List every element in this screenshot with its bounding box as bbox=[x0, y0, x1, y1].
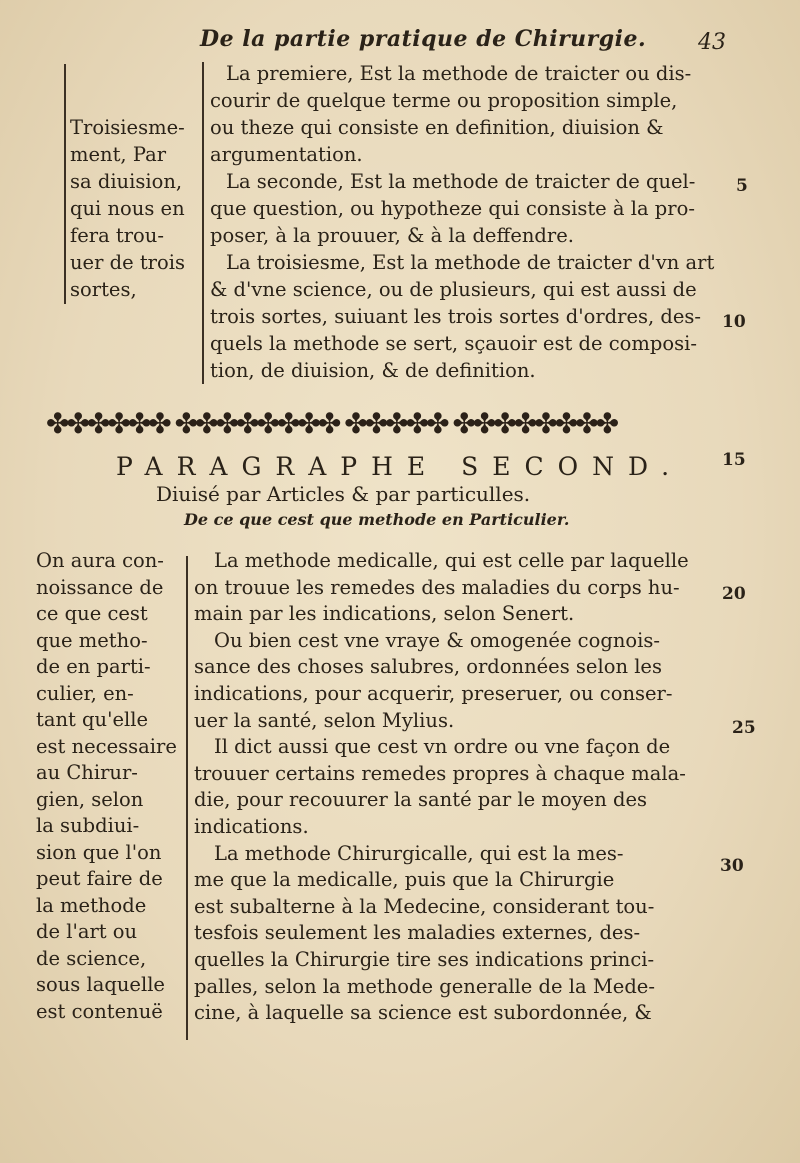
text-line: La methode medicalle, qui est celle par laquelle bbox=[214, 549, 689, 572]
text-line: trois sortes, suiuant les trois sortes d'ordres, des- bbox=[210, 305, 702, 328]
text-line: & d'vne science, ou de plusieurs, qui est aussi de bbox=[210, 278, 697, 301]
side-note-line: sous laquelle bbox=[36, 973, 165, 996]
side-note-line: sion que l'on bbox=[36, 840, 162, 864]
side-note-line: qui nous en bbox=[70, 197, 185, 220]
side-note-line: la subdiui- bbox=[36, 814, 140, 837]
line-number: 30 bbox=[720, 856, 744, 876]
text-line: die, pour recouurer la santé par le moyen des bbox=[194, 788, 647, 812]
side-note-line: de en parti- bbox=[36, 655, 151, 678]
line-number: 5 bbox=[736, 176, 748, 196]
text-line: argumentation. bbox=[210, 143, 363, 166]
text-line: La seconde, Est la methode de traicter de quel- bbox=[226, 170, 696, 193]
side-note-line: de l'art ou bbox=[36, 920, 138, 943]
side-note-line: tant qu'elle bbox=[36, 708, 149, 731]
section-subheading: Diuisé par Articles & par particulles. bbox=[156, 482, 531, 506]
text-line: ou theze qui consiste en definition, diuision & bbox=[210, 116, 664, 139]
text-line: La premiere, Est la methode de traicter ou dis- bbox=[226, 62, 692, 85]
side-note-line: de science, bbox=[36, 946, 147, 970]
text-line: poser, à la prouuer, & à la deffendre. bbox=[210, 224, 574, 247]
bottom-brace bbox=[186, 556, 188, 1040]
side-note-line: fera trou- bbox=[70, 224, 164, 247]
side-note-line: est contenuë bbox=[36, 999, 163, 1023]
line-number: 25 bbox=[732, 718, 756, 738]
side-note-line: Troisiesme- bbox=[70, 116, 185, 139]
top-side-note bbox=[70, 114, 185, 303]
text-line: Ou bien cest vne vraye & omogenée cognois- bbox=[214, 628, 660, 652]
side-note-line: On aura con- bbox=[36, 549, 164, 572]
bottom-main-text bbox=[194, 548, 689, 1027]
text-line: indications, pour acquerir, preseruer, ou conser- bbox=[194, 681, 673, 705]
text-line: tesfois seulement les maladies externes, des- bbox=[194, 921, 641, 945]
side-note-line: sortes, bbox=[70, 278, 137, 301]
side-note-line: au Chirur- bbox=[36, 761, 138, 784]
text-line: trouuer certains remedes propres à chaque mala- bbox=[194, 761, 686, 785]
side-note-line: ce que cest bbox=[36, 602, 148, 625]
text-line: uer la santé, selon Mylius. bbox=[194, 708, 455, 732]
text-line: palles, selon la methode generalle de la Mede- bbox=[194, 974, 655, 998]
text-line: La troisiesme, Est la methode de traicter d'vn art bbox=[226, 251, 715, 274]
line-number: 20 bbox=[722, 584, 746, 604]
text-line: indications. bbox=[194, 814, 309, 838]
top-main-text bbox=[210, 60, 714, 384]
text-line: on trouue les remedes des maladies du corps hu- bbox=[194, 575, 680, 599]
running-title: De la partie pratique de Chirurgie. bbox=[200, 26, 647, 52]
top-brace bbox=[202, 62, 204, 384]
side-note-line: est necessaire bbox=[36, 734, 177, 758]
side-note-line: peut faire de bbox=[36, 867, 163, 890]
side-note-line: gien, selon bbox=[36, 787, 144, 811]
section-heading: PARAGRAPHE SECOND. bbox=[116, 452, 684, 481]
text-line: cine, à laquelle sa science est subordonnée, & bbox=[194, 1001, 652, 1025]
side-note-line: culier, en- bbox=[36, 681, 134, 705]
text-line: quelles la Chirurgie tire ses indications princi- bbox=[194, 947, 655, 971]
text-line: main par les indications, selon Senert. bbox=[194, 602, 575, 626]
text-line: est subalterne à la Medecine, considerant tou- bbox=[194, 894, 655, 918]
line-number: 10 bbox=[722, 312, 746, 332]
text-line: Il dict aussi que cest vn ordre ou vne façon de bbox=[214, 735, 671, 759]
text-line: que question, ou hypotheze qui consiste à la pro- bbox=[210, 197, 695, 220]
side-note-rule bbox=[64, 64, 66, 304]
side-note-line: la methode bbox=[36, 893, 147, 917]
text-line: me que la medicalle, puis que la Chirurgie bbox=[194, 868, 615, 892]
side-note-line: que metho- bbox=[36, 628, 148, 652]
side-note-line: ment, Par bbox=[70, 143, 167, 166]
text-line: quels la methode se sert, sçauoir est de composi- bbox=[210, 332, 697, 355]
side-note-line: uer de trois bbox=[70, 251, 185, 274]
text-line: tion, de diuision, & de definition. bbox=[210, 359, 536, 382]
bottom-side-note bbox=[36, 548, 177, 1025]
section-subsubheading: De ce que cest que methode en Particulier. bbox=[184, 510, 570, 529]
text-line: courir de quelque terme ou proposition simple, bbox=[210, 89, 678, 112]
side-note-line: sa diuision, bbox=[70, 170, 183, 193]
text-line: La methode Chirurgicalle, qui est la mes- bbox=[214, 841, 624, 865]
page-number: 43 bbox=[698, 30, 726, 55]
side-note-line: noissance de bbox=[36, 575, 164, 599]
text-line: sance des choses salubres, ordonnées selon les bbox=[194, 655, 662, 679]
ornament-band: ✤✤✤✤✤✤ ✤✤✤✤✤✤✤✤ ✤✤✤✤✤ ✤✤✤✤✤✤✤✤ bbox=[46, 408, 617, 440]
line-number: 15 bbox=[722, 450, 746, 470]
